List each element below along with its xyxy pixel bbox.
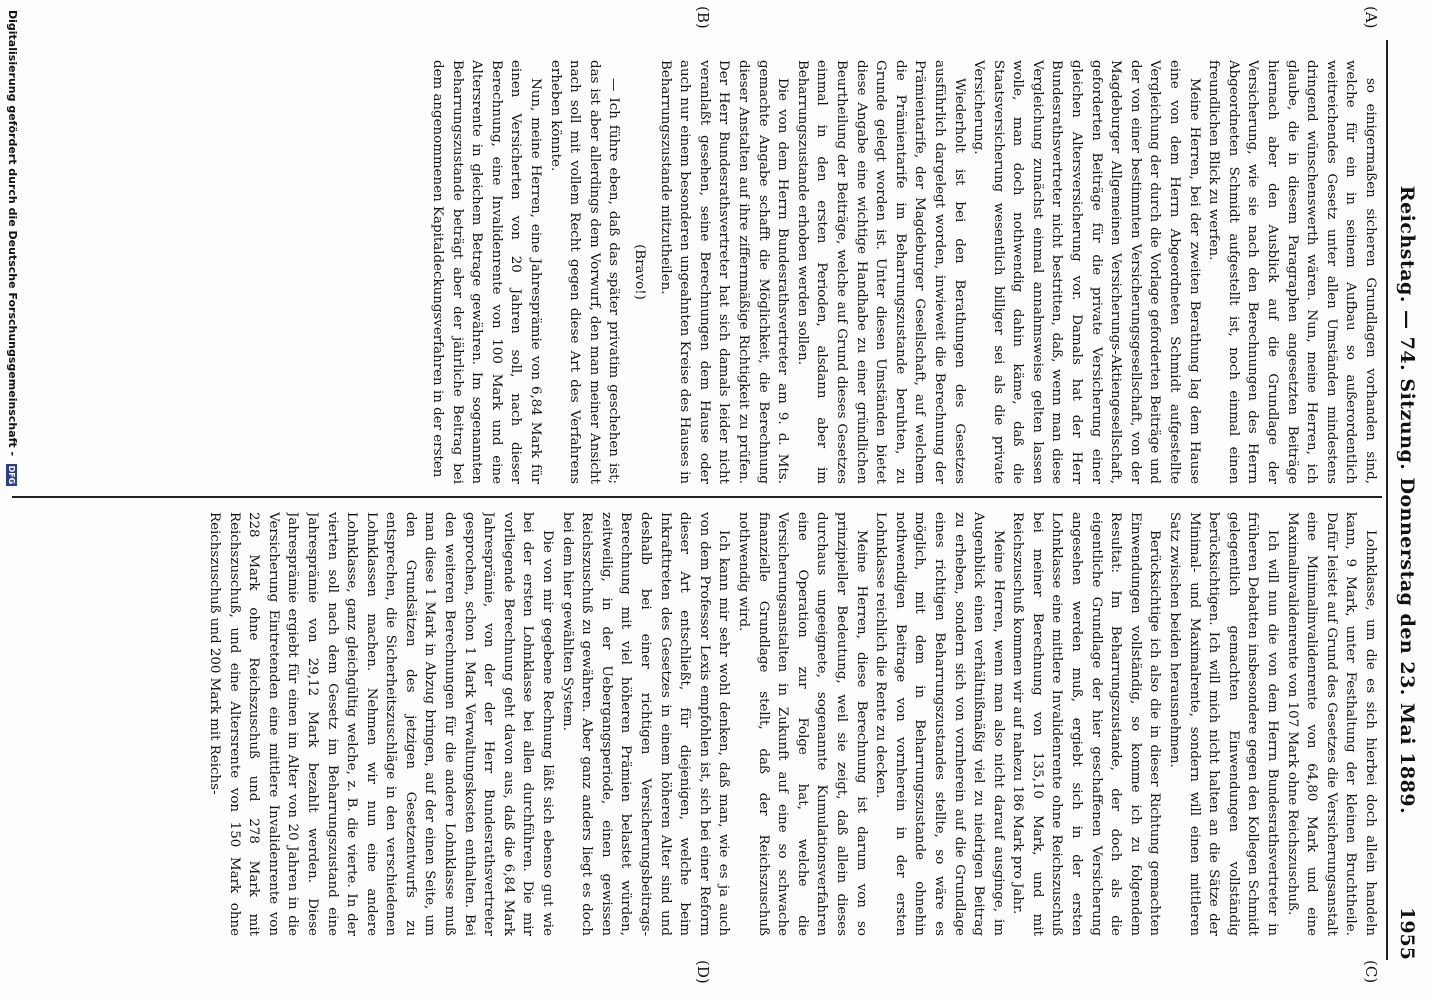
- digitization-credit: [3, 10, 19, 990]
- left-text-column: [20, 60, 1380, 484]
- paragraph: Die von dem Herrn Bundesrathsvertreter am 9. d. Mts. gemachte Angabe schafft die Möglichkeit, die Berechnung dieser Anstalten auf ihre ziffernmäßige Richtigkeit zu prüfen. Der Herr Bundesrathsvertreter hat sich damals leider nicht veranlaßt gesehen, seine Berechnungen dem Hause oder auch nur einem besonderen ungeahnten Kreise des Hauses in Beharrungszustande mitzutheilen.: [657, 60, 791, 484]
- margin-marker-b: (B): [694, 6, 712, 29]
- paragraph: Berücksichtige ich also die in dieser Richtung gemachten Einwendungen vollständig, so komme ich zu folgendem Resultat: Im Beharrungszustande, der doch als die eigentliche Grundlage der hier geschaffenen Versicherung angesehen werden muß, ergiebt sich in der ersten Lohnklasse eine mittlere Invalidenrente ohne Reichszuschuß bei meiner Berechnung von 135,10 Mark, und mit Reichszuschuß kommen wir auf nahezu 186 Mark pro Jahr.: [1010, 512, 1163, 936]
- paragraph: — Ich führe eben, daß das später privatim geschehen ist; das ist aber allerdings dem Vorwurf, den man meiner Ansicht nach soll mit vollem Recht gegen diese Art des Verfahrens erheben könnte.: [547, 60, 622, 484]
- credit-text: Digitalisierung gefördert durch die Deutsche Forschungsgemeinschaft -: [6, 10, 19, 457]
- page-header: [1388, 40, 1418, 960]
- paragraph: Die von mir gegebene Rechnung läßt sich ebenso gut wie bei der ersten Lohnklasse bei allen durchführen. Die mir vorliegende Berechnung geht davon aus, daß die 6,84 Mark Jahresprämie, von der der Herr Bundesrathsvertreter gesprochen, schon 1 Mark Verwaltungskosten enthalten. Bei den weiteren Berechnungen für die andere Lohnklasse muß man diese 1 Mark in Abzug bringen, auf der einen Seite, um den Grundsätzen des jetzigen Gesetzentwurfs zu entsprechen, die Sicherheitszuschläge in den verschiedenen Lohnklassen machen. Nehmen wir nun eine andere Lohnklasse, ganz gleichgültig welche, z. B. die vierte. In der vierten soll nach dem Gesetz im Beharrungszustand eine Jahresprämie von 29,12 Mark bezahlt werden. Diese Jahresprämie ergiebt für einen im Alter von 20 Jahren in die Versicherung Eintretenden eine mittlere Invalidenrente von 228 Mark ohne Reichszuschuß und 278 Mark mit Reichszuschuß, und eine Altersrente von 150 Mark ohne Reichszuschuß und 200 Mark mit Reichs-: [206, 512, 556, 936]
- paragraph: so einigermaßen sicheren Grundlagen vorhanden sind, welche für ein in seinem Aufbau so außerordentlich weitreichendes Gesetz unter allen Umständen mindestens dringend wünschenswerth wären. Nun, meine Herren, ich glaube, die in diesem Paragraphen angesetzten Beiträge hiernach aber den Ausblick auf die Grundlage der Versicherung, wie sie nach den Berechnungen des Herrn Abgeordneten Schmidt aufgestellt ist, noch einmal einen freundlichen Blick zu werfen.: [1206, 60, 1378, 484]
- paragraph: Nun, meine Herren, eine Jahresprämie von 6,84 Mark für einen Versicherten von 20 Jahren soll, nach dieser Berechnung, eine Invalidenrente von 100 Mark und eine Altersrente in gleichem Betrage gewähren. Im sogenannten Beharrungszustande beträgt aber der jährliche Beitrag bei dem angenommenen Kapitaldeckungsverfahren in der ersten: [430, 60, 544, 484]
- paragraph: Meine Herren, wenn man also nicht darauf ausginge, im Augenblick einen verhältnißmäßig viel zu niedrigen Beitrag zu erheben, sondern sich von vornherein auf die Grundlage eines richtigen Beharrungszustandes stellte, so wäre es möglich, mit dem in Beharrungszustande ohnehin nothwendigen Beitrage von vornherein in der ersten Lohnklasse reichlich die Rente zu decken.: [873, 512, 1006, 936]
- paragraph: Meine Herren, bei der zweiten Berathung lag dem Hause eine von dem Herrn Abgeordneten Schmidt aufgestellte Vergleichung der durch die Vorlage geforderten Beiträge und der von einer bestimmten Versicherungsgesellschaft, von der Magdeburger Allgemeinen Versicherungs-Aktiengesellschaft, geforderten Beiträge für die private Versicherung einer gleichen Altersversicherung vor. Damals hat der Herr Bundesrathsvertreter nicht bestritten, daß, wenn man diese Vergleichung zunächst einmal annahmsweise gelten lassen wolle, man doch nothwendig dahin käme, daß die Staatsversicherung wesentlich billiger sei als die private Versicherung.: [971, 60, 1202, 484]
- header-rule: [1387, 40, 1389, 960]
- paragraph: Wiederholt ist bei den Berathungen des Gesetzes ausführlich dargelegt worden, inwieweit die Berechnung der Prämientarife, der Magdeburger Gesellschaft, auf welchem die Prämientarife im Beharrungszustande beruhten, zu Grunde gelegt worden ist. Unter diesen Umständen bietet diese Angabe eine wichtige Handhabe zu einer gründlichen Beurtheilung der Beiträge, welche auf Grund dieses Gesetzes einmal in den ersten Perioden, alsdann aber im Beharrungszustande erhoben werden sollen.: [794, 60, 967, 484]
- margin-marker-c: (C): [1362, 960, 1380, 984]
- margin-marker-a: (A): [1362, 6, 1380, 29]
- interjection: (Bravo!): [632, 244, 648, 300]
- paragraph: Meine Herren, diese Berechnung ist darum von so prinzipieller Bedeutung, weil sie zeigt, daß allein dieses durchaus ungeeignete, sogenannte Kumulationsverfahren eine Operation zur Folge hat, welche die Versicherungsanstalten in Zukunft auf eine so schwache finanzielle Grundlage stellt, daß der Reichszuschuß nothwendig wird.: [736, 512, 869, 936]
- paragraph: Ich kann mir sehr wohl denken, daß man, wie es ja auch von dem Professor Lexis empfohlen ist, sich bei einer Reform dieser Art entschließt, für diejenigen, welche beim Inkrafttreten des Gesetzes in einem höheren Alter sind und deshalb bei einer richtigen Versicherungsbeitrags-Berechnung mit viel höheren Prämien belastet würden, zeitweilig, in der Uebergangsperiode, einen gewissen Reichszuschuß zu gewähren. Aber ganz anders liegt es doch bei dem hier gewählten System.: [559, 512, 732, 936]
- paragraph: Lohnklasse, um die es sich hierbei doch allein handeln kann, 9 Mark, unter Festhaltung der kleinen Bruchtheile. Dafür leistet auf Grund des Gesetzes die Versicherungsanstalt eine Minimalinvalidenrente von 64,80 Mark und eine Maximalinvalidenrente von 107 Mark ohne Reichszuschuß.: [1284, 512, 1378, 936]
- header-title: Reichstag. — 74. Sitzung. Donnerstag den 23. Mai 1889.: [1396, 185, 1418, 815]
- margin-marker-d: (D): [694, 960, 712, 984]
- paragraph: Ich will nun die von dem Herrn Bundesrathsvertreter in früheren Debatten insbesondere gegen den Kollegen Schmidt gelegentlich gemachten Einwendungen vollständig berücksichtigen. Ich will mich nicht halten an die Sätze der Minimal- und Maximalrente, sondern will einen mittleren Satz zwischen beiden herausnehmen.: [1167, 512, 1281, 936]
- page-number: 1955: [1396, 907, 1418, 960]
- column-divider: [12, 496, 1382, 498]
- right-text-column: [20, 512, 1380, 936]
- dfg-logo-icon: DFG: [7, 465, 17, 485]
